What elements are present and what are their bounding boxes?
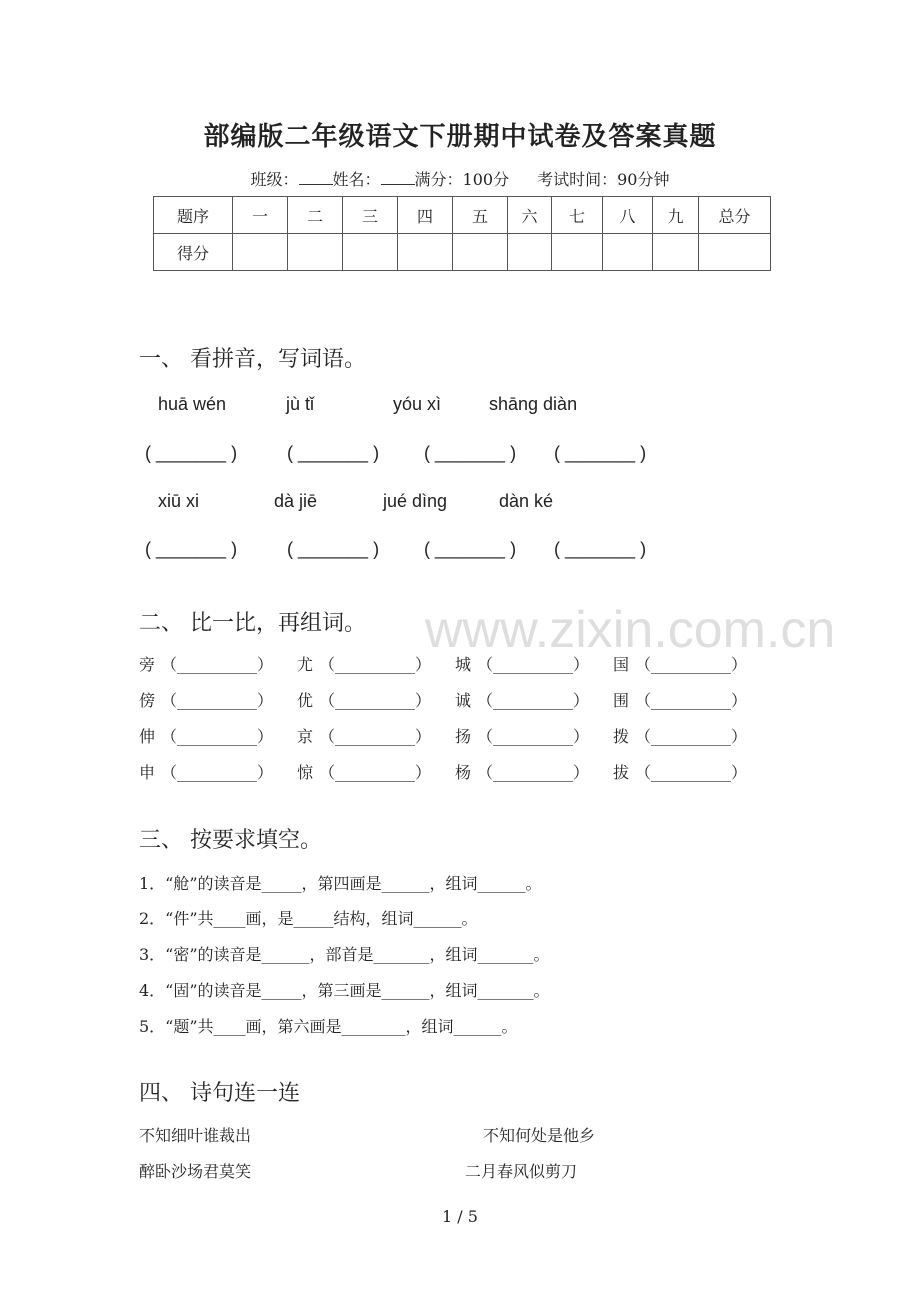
score-cell[interactable] — [288, 234, 343, 271]
compare-char: 傍 — [139, 691, 156, 710]
compare-slot[interactable]: （__________） — [635, 691, 748, 710]
score-row-label: 得分 — [154, 234, 233, 271]
question-item: 4．“固”的读音是_____，第三画是______，组词_______。 — [139, 981, 550, 1000]
score-cell[interactable] — [398, 234, 453, 271]
answer-blank[interactable]: ( _______ ) — [424, 443, 517, 463]
compare-char: 优 — [297, 691, 314, 710]
question-item: 3．“密”的读音是______，部首是_______，组词_______。 — [139, 945, 550, 964]
full-score: 满分：100分 — [414, 170, 510, 189]
poem-line-right[interactable]: 不知何处是他乡 — [483, 1126, 596, 1145]
compare-char: 申 — [139, 763, 156, 782]
score-cell[interactable] — [233, 234, 288, 271]
compare-slot[interactable]: （__________） — [319, 763, 432, 782]
score-cell[interactable] — [603, 234, 653, 271]
answer-blank[interactable]: ( _______ ) — [554, 443, 647, 463]
score-cell[interactable] — [453, 234, 508, 271]
compare-slot[interactable]: （__________） — [635, 655, 748, 674]
pinyin-item: xiū xi — [158, 491, 200, 511]
header-cell: 七 — [552, 197, 603, 234]
compare-char: 扬 — [455, 727, 472, 746]
pinyin-item: jù tǐ — [286, 394, 315, 414]
compare-slot[interactable]: （__________） — [319, 691, 432, 710]
score-table-header-row — [154, 197, 771, 234]
score-cell[interactable] — [699, 234, 771, 271]
compare-char: 尤 — [297, 655, 314, 674]
poem-line-right[interactable]: 二月春风似剪刀 — [465, 1162, 578, 1181]
poem-line-left[interactable]: 不知细叶谁裁出 — [139, 1126, 252, 1145]
compare-slot[interactable]: （__________） — [319, 655, 432, 674]
section1-heading: 一、 看拼音，写词语。 — [139, 347, 366, 372]
answer-blank[interactable]: ( _______ ) — [287, 443, 380, 463]
section2-heading: 二、 比一比，再组词。 — [139, 611, 366, 636]
pinyin-item: huā wén — [158, 394, 227, 414]
compare-slot[interactable]: （__________） — [635, 727, 748, 746]
compare-char: 国 — [613, 655, 630, 674]
compare-slot[interactable]: （__________） — [319, 727, 432, 746]
header-cell: 总分 — [699, 197, 771, 234]
compare-slot[interactable]: （__________） — [161, 763, 274, 782]
pinyin-item: shāng diàn — [489, 394, 578, 414]
header-cell: 四 — [398, 197, 453, 234]
question-item: 5．“题”共____画，第六画是________，组词______。 — [139, 1017, 518, 1036]
compare-slot[interactable]: （__________） — [477, 763, 590, 782]
exam-time: 考试时间：90分钟 — [537, 170, 670, 189]
compare-slot[interactable]: （__________） — [161, 727, 274, 746]
section3-heading: 三、 按要求填空。 — [139, 828, 322, 853]
header-cell: 三 — [343, 197, 398, 234]
pinyin-item: yóu xì — [393, 394, 442, 414]
compare-char: 拔 — [613, 763, 630, 782]
score-cell[interactable] — [552, 234, 603, 271]
score-cell[interactable] — [508, 234, 552, 271]
question-item: 2．“件”共____画，是_____结构，组词______。 — [139, 909, 478, 928]
page-number: 1 / 5 — [442, 1207, 478, 1226]
answer-blank[interactable]: ( _______ ) — [554, 539, 647, 559]
compare-slot[interactable]: （__________） — [161, 655, 274, 674]
score-table-score-row — [154, 234, 771, 271]
score-cell[interactable] — [653, 234, 699, 271]
compare-char: 诚 — [455, 691, 472, 710]
answer-blank[interactable]: ( _______ ) — [145, 539, 238, 559]
answer-blank[interactable]: ( _______ ) — [145, 443, 238, 463]
compare-char: 拨 — [613, 727, 630, 746]
header-cell: 八 — [603, 197, 653, 234]
header-cell: 题序 — [154, 197, 233, 234]
compare-slot[interactable]: （__________） — [477, 727, 590, 746]
pinyin-item: dà jiē — [274, 491, 318, 511]
question-item: 1．“舱”的读音是_____，第四画是______，组词______。 — [139, 874, 542, 893]
header-cell: 九 — [653, 197, 699, 234]
header-cell: 五 — [453, 197, 508, 234]
compare-slot[interactable]: （__________） — [161, 691, 274, 710]
document-title: 部编版二年级语文下册期中试卷及答案真题 — [203, 122, 717, 152]
header-cell: 一 — [233, 197, 288, 234]
score-table — [153, 196, 771, 271]
pinyin-item: dàn ké — [499, 491, 554, 511]
compare-char: 旁 — [139, 655, 156, 674]
compare-char: 城 — [455, 655, 472, 674]
class-label: 班级： — [250, 170, 299, 189]
exam-info — [0, 167, 920, 190]
compare-char: 京 — [297, 727, 314, 746]
compare-slot[interactable]: （__________） — [477, 691, 590, 710]
compare-slot[interactable]: （__________） — [635, 763, 748, 782]
pinyin-item: jué dìng — [383, 491, 448, 511]
answer-blank[interactable]: ( _______ ) — [424, 539, 517, 559]
compare-char: 惊 — [297, 763, 314, 782]
compare-char: 伸 — [139, 727, 156, 746]
compare-slot[interactable]: （__________） — [477, 655, 590, 674]
name-label: 姓名： — [332, 170, 381, 189]
watermark: www.zixin.com.cn — [425, 601, 836, 659]
poem-line-left[interactable]: 醉卧沙场君莫笑 — [139, 1162, 252, 1181]
section4-heading: 四、 诗句连一连 — [139, 1081, 300, 1106]
score-cell[interactable] — [343, 234, 398, 271]
compare-char: 杨 — [455, 763, 472, 782]
name-blank — [381, 170, 415, 185]
answer-blank[interactable]: ( _______ ) — [287, 539, 380, 559]
compare-char: 围 — [613, 691, 630, 710]
class-blank — [299, 170, 333, 185]
header-cell: 六 — [508, 197, 552, 234]
header-cell: 二 — [288, 197, 343, 234]
